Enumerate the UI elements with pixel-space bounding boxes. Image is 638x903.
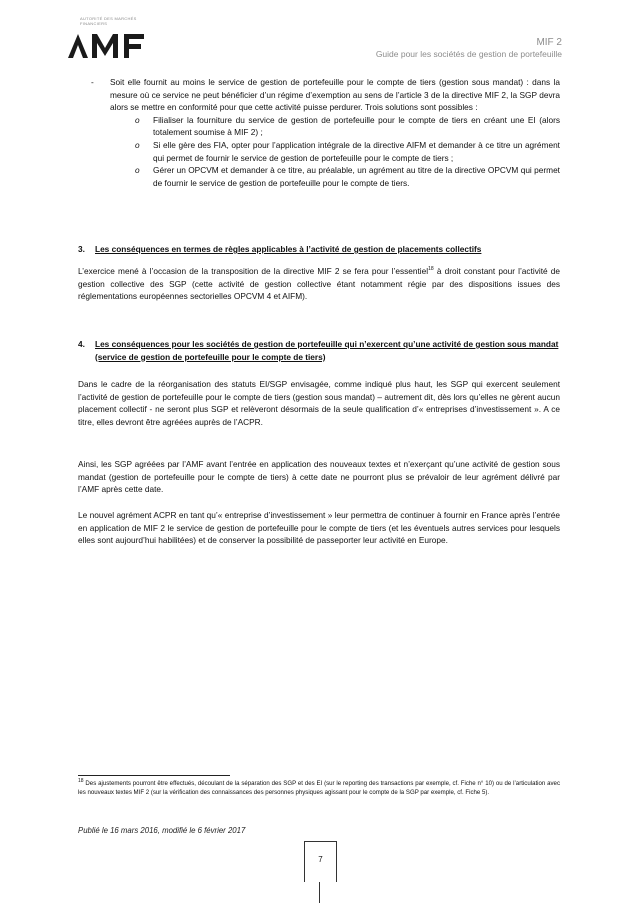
dash-list-item xyxy=(93,76,560,189)
amf-logo-mark xyxy=(66,30,156,60)
footnote-ref[interactable]: 18 xyxy=(428,266,434,273)
section-4-paragraph-2 xyxy=(78,458,560,496)
sub-marker: o xyxy=(135,139,140,150)
paragraph-text: à droit constant pour l’activité de gestion collective des SGP (cette activité de gestion collective étant notamment régie par des dispositions issues des réglementations européennes sectorielles OPCVM 4 et AIFM). xyxy=(78,266,560,302)
footnote xyxy=(78,779,560,798)
footnote-text: Des ajustements pourront être effectués, découlant de la séparation des SGP et des EI (sur le reporting des transactions par exemple, cf. Fiche n° 10) ou de l’articulation avec les nouveaux textes MIF 2 (sur la vérification des connaissances des personnes physiques agissant pour le compte de la SGP par exemple, cf. Fiche 5). xyxy=(78,780,560,797)
sub-list-item xyxy=(135,114,560,139)
page-number-stem xyxy=(319,882,320,903)
paragraph: Ainsi, les SGP agréées par l’AMF avant l’entrée en application des nouveaux textes et n’exerçant qu’une activité de gestion sous mandat (gestion de portefeuille pour le compte de tiers) à cette date ne pourront plus se prévaloir de leur agrément délivré par l’AMF après cette date. xyxy=(78,459,560,495)
sub-item-text: Gérer un OPCVM et demander à ce titre, au préalable, un agrément au titre de la directive OPCVM qui permet de fournir le service de gestion de portefeuille pour le compte de tiers. xyxy=(153,165,560,188)
page-number: 7 xyxy=(318,855,323,864)
section-4-heading xyxy=(78,338,560,363)
sub-item-text: Si elle gère des FIA, opter pour l’application intégrale de la directive AIFM et demander à ce titre un agrément qui permet de fournir le service de gestion de portefeuille pour le compte de tiers ; xyxy=(153,139,560,163)
section-title: Les conséquences pour les sociétés de gestion de portefeuille qui n’exercent qu’une activité de gestion sous mandat (service de gestion de portefeuille pour le compte de tiers) xyxy=(95,339,559,362)
section-number: 3. xyxy=(78,244,85,254)
dash-marker: - xyxy=(91,77,94,87)
section-4-paragraph-1 xyxy=(78,378,560,428)
paragraph-text: L’exercice mené à l’occasion de la transposition de la directive MIF 2 se fera pour l’essentiel xyxy=(78,266,429,276)
header-subtitle: Guide pour les sociétés de gestion de portefeuille xyxy=(375,49,562,59)
paragraph xyxy=(78,265,560,303)
sub-marker: o xyxy=(135,114,140,125)
section-3-heading xyxy=(78,243,560,256)
footnote-number: 18 xyxy=(78,777,84,784)
paragraph: Dans le cadre de la réorganisation des statuts EI/SGP envisagée, comme indiqué plus haut, les SGP qui exercent seulement l’activité de gestion de portefeuille pour le compte de tiers (gestion sous mandat) – autrement dit, dès lors qu’elles ne gèrent aucun placement collectif - ne seront plus SGP et relèveront désormais de la seule qualification d’« entreprises d’investissement ». A ce titre, elles devront être agréées auprès de l’ACPR. xyxy=(78,379,560,427)
dash-item-text: Soit elle fournit au moins le service de gestion de portefeuille pour le compte de tiers (gestion sous mandat) : dans la mesure où ce service ne peut bénéficier d’un régime d’exemption au sens de l’article 3 de la directive MIF 2, la SGP devra alors se mettre en conformité pour que cette activité puisse perdurer. Trois solutions sont possibles : xyxy=(110,77,560,113)
section-4-paragraph-3 xyxy=(78,509,560,547)
sub-list-item xyxy=(135,164,560,189)
amf-logo xyxy=(66,16,156,64)
footnote-divider xyxy=(78,775,230,776)
sub-marker: o xyxy=(135,165,140,176)
section-3-body xyxy=(78,265,560,303)
paragraph: Le nouvel agrément ACPR en tant qu’« entreprise d’investissement » leur permettra de continuer à fournir en France après l’entrée en application de MIF 2 le service de gestion de portefeuille pour le compte de tiers (et les éventuels autres services pour lesquels elles sont aujourd’hui habilitées) et de conserver la possibilité de passeporter leur activité en Europe. xyxy=(78,510,560,546)
section-title: Les conséquences en termes de règles applicables à l’activité de gestion de placements collectifs xyxy=(95,244,482,254)
sub-list-item xyxy=(135,139,560,164)
published-date: Publié le 16 mars 2016, modifié le 6 février 2017 xyxy=(78,826,246,835)
logo-tagline: AUTORITÉ DES MARCHÉS FINANCIERS xyxy=(80,16,137,26)
page-number-box xyxy=(304,841,337,882)
header-title: MIF 2 xyxy=(536,37,562,48)
sub-item-text: Filialiser la fourniture du service de gestion de portefeuille pour le compte de tiers en créant une EI (alors totalement soumise à MIF 2) ; xyxy=(153,114,560,138)
section-number: 4. xyxy=(78,339,85,349)
